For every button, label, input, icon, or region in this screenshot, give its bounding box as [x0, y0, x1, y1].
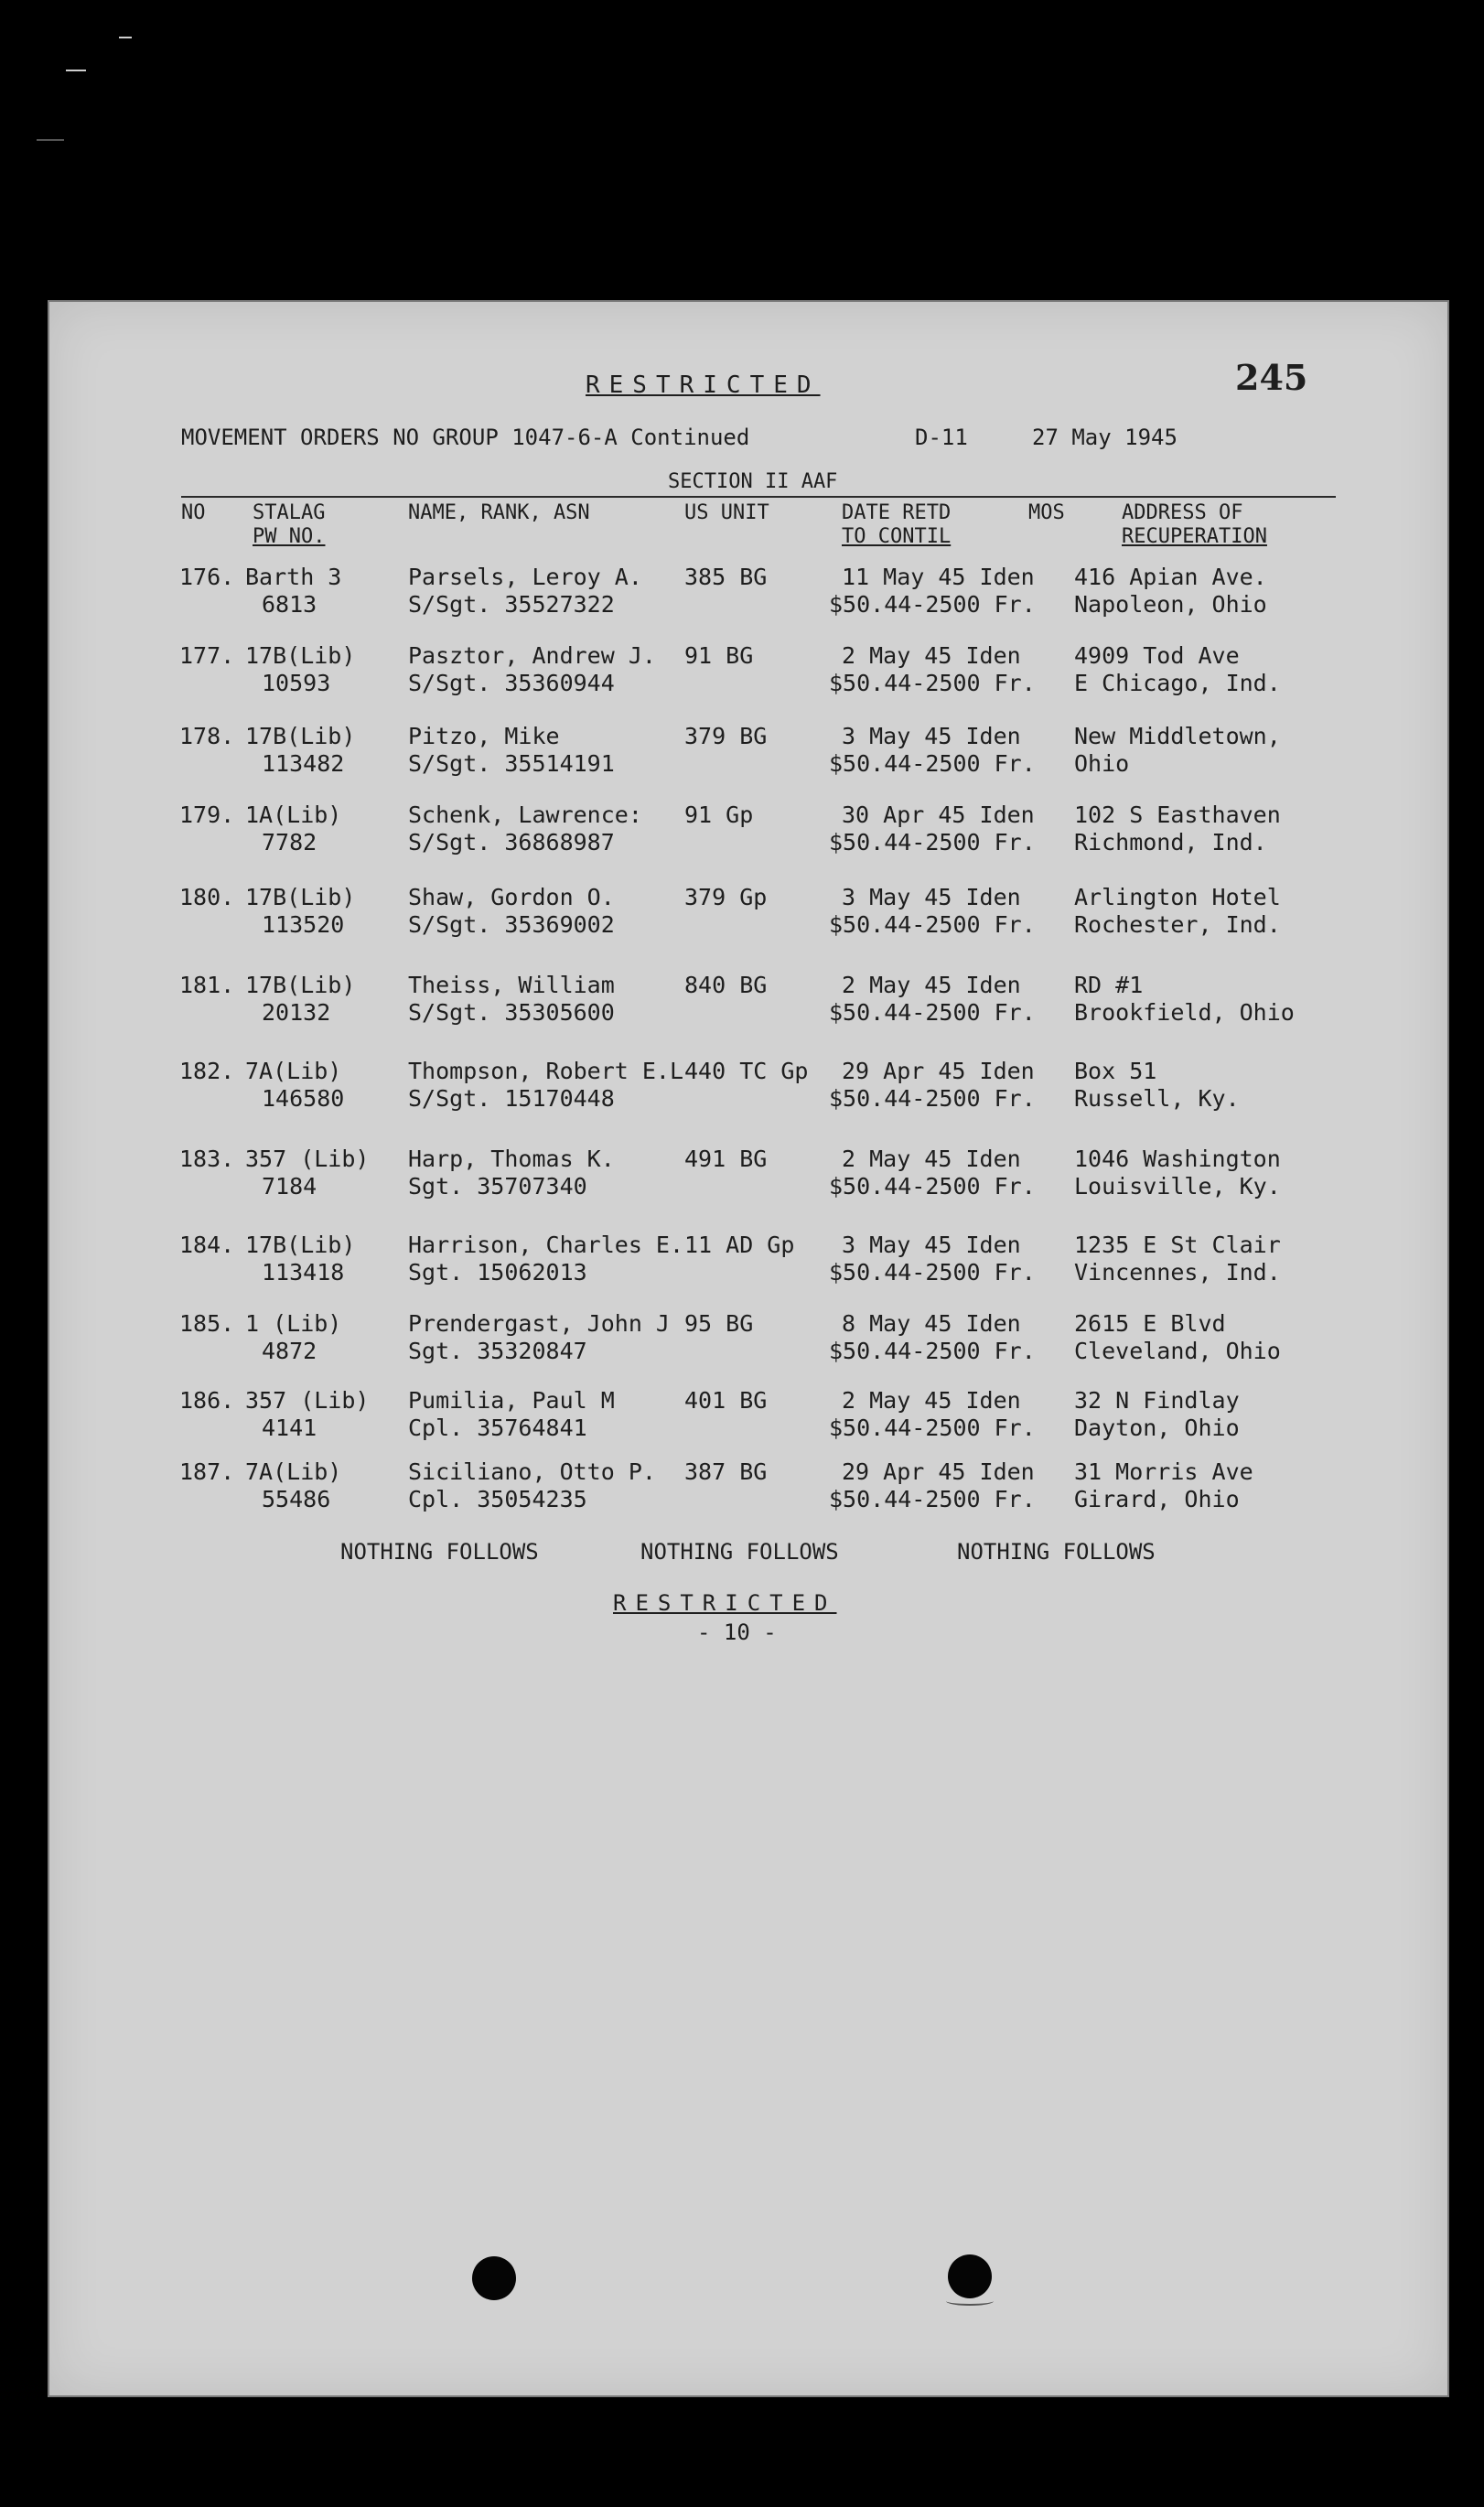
row-address-line1: 31 Morris Ave — [1074, 1458, 1253, 1485]
scan-mark — [119, 37, 132, 38]
col-address: ADDRESS OF — [1122, 501, 1243, 524]
row-pay: $50.44-2500 Fr. — [829, 999, 1036, 1026]
row-rank-asn: S/Sgt. 35369002 — [408, 911, 615, 938]
row-address-line2: Richmond, Ind. — [1074, 829, 1267, 855]
row-address-line2: Girard, Ohio — [1074, 1486, 1240, 1512]
row-pay: $50.44-2500 Fr. — [829, 1338, 1036, 1364]
row-pw-number: 113418 — [262, 1259, 345, 1286]
row-address-line2: Rochester, Ind. — [1074, 911, 1281, 938]
row-number: 179. — [179, 802, 235, 828]
row-address-line1: 32 N Findlay — [1074, 1387, 1240, 1414]
row-address-line1: New Middletown, — [1074, 723, 1281, 749]
row-pw-number: 55486 — [262, 1486, 331, 1512]
punch-hole-shadow — [946, 2297, 994, 2306]
row-name: Shaw, Gordon O. — [408, 884, 615, 910]
col-stalag: STALAG — [253, 501, 326, 524]
row-stalag: 17B(Lib) — [245, 884, 356, 910]
row-stalag: 17B(Lib) — [245, 972, 356, 998]
row-pw-number: 6813 — [262, 591, 317, 618]
row-number: 187. — [179, 1458, 235, 1485]
row-stalag: 17B(Lib) — [245, 642, 356, 669]
row-number: 180. — [179, 884, 235, 910]
row-date-returned: 3 May 45 Iden — [842, 1232, 1021, 1258]
row-address-line2: Russell, Ky. — [1074, 1085, 1240, 1112]
row-address-line1: 4909 Tod Ave — [1074, 642, 1240, 669]
row-pay: $50.44-2500 Fr. — [829, 1173, 1036, 1200]
row-number: 184. — [179, 1232, 235, 1258]
row-number: 176. — [179, 564, 235, 590]
row-rank-asn: S/Sgt. 35514191 — [408, 750, 615, 777]
row-pw-number: 113520 — [262, 911, 345, 938]
row-unit: 95 BG — [684, 1310, 754, 1337]
orders-line: MOVEMENT ORDERS NO GROUP 1047-6-A Continued — [181, 425, 750, 450]
row-unit: 387 BG — [684, 1458, 768, 1485]
row-number: 185. — [179, 1310, 235, 1337]
row-rank-asn: S/Sgt. 35360944 — [408, 670, 615, 696]
row-name: Harrison, Charles E. — [408, 1232, 684, 1258]
col-mos: MOS — [1028, 501, 1065, 524]
row-unit: 91 BG — [684, 642, 754, 669]
row-name: Theiss, William — [408, 972, 615, 998]
row-date-returned: 29 Apr 45 Iden — [842, 1458, 1035, 1485]
row-pay: $50.44-2500 Fr. — [829, 1085, 1036, 1112]
header-rule — [181, 496, 1336, 498]
row-address-line2: Ohio — [1074, 750, 1130, 777]
row-name: Harp, Thomas K. — [408, 1146, 615, 1172]
row-address-line1: 1235 E St Clair — [1074, 1232, 1281, 1258]
row-address-line2: Brookfield, Ohio — [1074, 999, 1295, 1026]
row-unit: 91 Gp — [684, 802, 754, 828]
table-row — [49, 802, 1447, 866]
col-date-2: TO CONTIL — [842, 525, 952, 548]
row-unit: 379 Gp — [684, 884, 768, 910]
row-number: 182. — [179, 1058, 235, 1084]
row-pay: $50.44-2500 Fr. — [829, 829, 1036, 855]
col-date: DATE RETD — [842, 501, 952, 524]
row-date-returned: 2 May 45 Iden — [842, 972, 1021, 998]
col-unit: US UNIT — [684, 501, 769, 524]
row-rank-asn: S/Sgt. 15170448 — [408, 1085, 615, 1112]
row-address-line1: 416 Apian Ave. — [1074, 564, 1267, 590]
row-address-line1: 1046 Washington — [1074, 1146, 1281, 1172]
row-name: Prendergast, John J — [408, 1310, 670, 1337]
table-row — [49, 884, 1447, 948]
row-address-line1: 102 S Easthaven — [1074, 802, 1281, 828]
col-pw-no: PW NO. — [253, 525, 326, 548]
section-title: SECTION II AAF — [668, 470, 838, 493]
row-date-returned: 3 May 45 Iden — [842, 723, 1021, 749]
row-name: Schenk, Lawrence: — [408, 802, 642, 828]
table-row — [49, 1232, 1447, 1296]
nothing-follows: NOTHING FOLLOWS — [340, 1539, 539, 1565]
document-page — [48, 300, 1449, 2397]
table-row — [49, 1310, 1447, 1374]
row-unit: 385 BG — [684, 564, 768, 590]
punch-hole — [948, 2254, 992, 2298]
row-address-line2: Louisville, Ky. — [1074, 1173, 1281, 1200]
row-stalag: Barth 3 — [245, 564, 342, 590]
row-rank-asn: Sgt. 35707340 — [408, 1173, 587, 1200]
punch-hole — [472, 2256, 516, 2300]
row-pw-number: 4872 — [262, 1338, 317, 1364]
row-name: Siciliano, Otto P. — [408, 1458, 656, 1485]
row-pw-number: 146580 — [262, 1085, 345, 1112]
row-rank-asn: Cpl. 35764841 — [408, 1415, 587, 1441]
row-stalag: 357 (Lib) — [245, 1387, 370, 1414]
row-pw-number: 7782 — [262, 829, 317, 855]
classification-header: RESTRICTED — [586, 371, 821, 399]
row-address-line1: Box 51 — [1074, 1058, 1157, 1084]
row-stalag: 1A(Lib) — [245, 802, 342, 828]
table-row — [49, 1458, 1447, 1522]
page-footer: - 10 - — [697, 1619, 777, 1645]
row-name: Pasztor, Andrew J. — [408, 642, 656, 669]
scan-mark — [37, 139, 64, 141]
row-date-returned: 30 Apr 45 Iden — [842, 802, 1035, 828]
col-name: NAME, RANK, ASN — [408, 501, 590, 524]
row-rank-asn: Cpl. 35054235 — [408, 1486, 587, 1512]
row-stalag: 7A(Lib) — [245, 1058, 342, 1084]
row-unit: 379 BG — [684, 723, 768, 749]
table-row — [49, 564, 1447, 628]
row-unit: 401 BG — [684, 1387, 768, 1414]
row-address-line2: E Chicago, Ind. — [1074, 670, 1281, 696]
row-name: Pumilia, Paul M — [408, 1387, 615, 1414]
row-address-line1: 2615 E Blvd — [1074, 1310, 1226, 1337]
row-date-returned: 2 May 45 Iden — [842, 1387, 1021, 1414]
row-date-returned: 29 Apr 45 Iden — [842, 1058, 1035, 1084]
row-address-line2: Napoleon, Ohio — [1074, 591, 1267, 618]
row-name: Thompson, Robert E.L — [408, 1058, 684, 1084]
row-unit: 840 BG — [684, 972, 768, 998]
row-pay: $50.44-2500 Fr. — [829, 750, 1036, 777]
row-pw-number: 10593 — [262, 670, 331, 696]
row-rank-asn: Sgt. 35320847 — [408, 1338, 587, 1364]
row-unit: 440 TC Gp — [684, 1058, 809, 1084]
row-rank-asn: S/Sgt. 35527322 — [408, 591, 615, 618]
row-pay: $50.44-2500 Fr. — [829, 1259, 1036, 1286]
orders-date: 27 May 1945 — [1032, 425, 1178, 450]
row-unit: 11 AD Gp — [684, 1232, 795, 1258]
row-date-returned: 11 May 45 Iden — [842, 564, 1035, 590]
page-number: 245 — [1235, 357, 1308, 398]
row-number: 178. — [179, 723, 235, 749]
row-pw-number: 7184 — [262, 1173, 317, 1200]
row-address-line1: Arlington Hotel — [1074, 884, 1281, 910]
orders-ref: D-11 — [915, 425, 968, 450]
table-row — [49, 723, 1447, 787]
table-row — [49, 1146, 1447, 1210]
row-name: Parsels, Leroy A. — [408, 564, 642, 590]
row-pay: $50.44-2500 Fr. — [829, 1415, 1036, 1441]
row-address-line2: Dayton, Ohio — [1074, 1415, 1240, 1441]
scan-mark — [66, 70, 86, 71]
row-number: 183. — [179, 1146, 235, 1172]
row-address-line1: RD #1 — [1074, 972, 1144, 998]
row-date-returned: 2 May 45 Iden — [842, 1146, 1021, 1172]
row-number: 181. — [179, 972, 235, 998]
row-address-line2: Vincennes, Ind. — [1074, 1259, 1281, 1286]
row-number: 186. — [179, 1387, 235, 1414]
row-date-returned: 8 May 45 Iden — [842, 1310, 1021, 1337]
row-stalag: 357 (Lib) — [245, 1146, 370, 1172]
row-stalag: 17B(Lib) — [245, 1232, 356, 1258]
row-pay: $50.44-2500 Fr. — [829, 1486, 1036, 1512]
row-rank-asn: S/Sgt. 36868987 — [408, 829, 615, 855]
row-pay: $50.44-2500 Fr. — [829, 591, 1036, 618]
row-number: 177. — [179, 642, 235, 669]
row-stalag: 17B(Lib) — [245, 723, 356, 749]
row-pw-number: 113482 — [262, 750, 345, 777]
table-row — [49, 1387, 1447, 1451]
col-no: NO — [181, 501, 206, 524]
classification-footer: RESTRICTED — [613, 1590, 837, 1616]
nothing-follows: NOTHING FOLLOWS — [640, 1539, 839, 1565]
row-address-line2: Cleveland, Ohio — [1074, 1338, 1281, 1364]
row-rank-asn: S/Sgt. 35305600 — [408, 999, 615, 1026]
row-stalag: 1 (Lib) — [245, 1310, 342, 1337]
row-pw-number: 20132 — [262, 999, 331, 1026]
nothing-follows: NOTHING FOLLOWS — [957, 1539, 1156, 1565]
row-date-returned: 2 May 45 Iden — [842, 642, 1021, 669]
row-rank-asn: Sgt. 15062013 — [408, 1259, 587, 1286]
row-name: Pitzo, Mike — [408, 723, 560, 749]
row-pw-number: 4141 — [262, 1415, 317, 1441]
table-row — [49, 1058, 1447, 1122]
table-row — [49, 972, 1447, 1036]
row-pay: $50.44-2500 Fr. — [829, 670, 1036, 696]
row-stalag: 7A(Lib) — [245, 1458, 342, 1485]
row-pay: $50.44-2500 Fr. — [829, 911, 1036, 938]
row-date-returned: 3 May 45 Iden — [842, 884, 1021, 910]
table-row — [49, 642, 1447, 706]
row-unit: 491 BG — [684, 1146, 768, 1172]
col-address-2: RECUPERATION — [1122, 525, 1267, 548]
